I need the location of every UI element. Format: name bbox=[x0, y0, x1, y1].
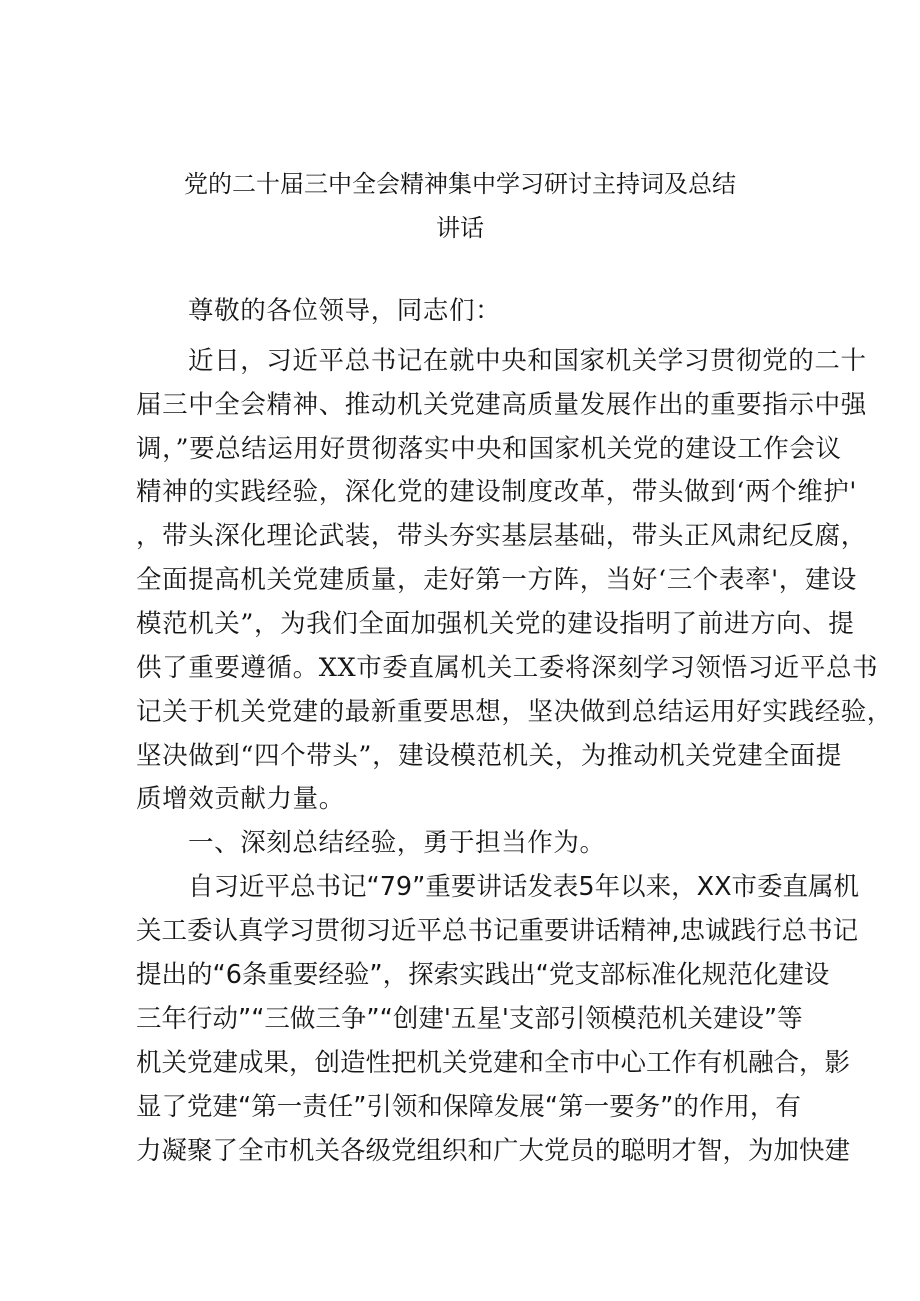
paragraph-2-line: 提出的“6条重要经验”，探索实践出“党支部标准化规范化建设 bbox=[136, 960, 830, 990]
paragraph-1-line: 供了重要遵循。XX市委直属机关工委将深刻学习领悟习近平总书 bbox=[136, 653, 879, 683]
section-1-heading: 一、深刻总结经验，勇于担当作为。 bbox=[188, 828, 606, 858]
salutation: 尊敬的各位领导，同志们： bbox=[188, 296, 502, 326]
paragraph-1-line: 全面提高机关党建质量，走好第一方阵，当好‘三个表率'，建设 bbox=[136, 565, 858, 595]
paragraph-1-line: 模范机关”，为我们全面加强机关党的建设指明了前进方向、提 bbox=[136, 609, 855, 639]
paragraph-2-line: 关工委认真学习贯彻习近平总书记重要讲话精神,忠诚践行总书记 bbox=[136, 916, 859, 946]
paragraph-1-line: 坚决做到“四个带头”，建设模范机关，为推动机关党建全面提 bbox=[136, 741, 842, 771]
paragraph-1-line: 届三中全会精神、推动机关党建高质量发展作出的重要指示中强 bbox=[136, 390, 867, 420]
paragraph-1-line: 近日，习近平总书记在就中央和国家机关学习贯彻党的二十 bbox=[188, 346, 867, 376]
paragraph-2-line: 三年行动”“三做三争”“创建'五星'支部引领模范机关建设”等 bbox=[136, 1004, 803, 1034]
paragraph-2-line: 力凝聚了全市机关各级党组织和广大党员的聪明才智，为加快建 bbox=[136, 1136, 851, 1166]
paragraph-1-line: 调，”要总结运用好贯彻落实中央和国家机关党的建设工作会议 bbox=[136, 434, 842, 464]
document-title-line-1: 党的二十届三中全会精神集中学习研讨主持词及总结 bbox=[184, 170, 736, 198]
paragraph-1-line: ，带头深化理论武装，带头夯实基层基础，带头正风肃纪反腐， bbox=[136, 521, 867, 551]
paragraph-1-line: 精神的实践经验，深化党的建设制度改革，带头做到‘两个维护' bbox=[136, 477, 858, 507]
paragraph-2-line: 显了党建“第一责任”引领和保障发展“第一要务”的作用，有 bbox=[136, 1092, 801, 1122]
paragraph-2-line: 机关党建成果，创造性把机关党建和全市中心工作有机融合，影 bbox=[136, 1048, 851, 1078]
document-title-line-2: 讲话 bbox=[436, 214, 484, 242]
paragraph-2-line: 自习近平总书记“79”重要讲话发表5年以来，XX市委直属机 bbox=[188, 872, 860, 902]
paragraph-1-line: 质增效贡献力量。 bbox=[136, 784, 345, 814]
paragraph-1-line: 记关于机关党建的最新重要思想，坚决做到总结运用好实践经验， bbox=[136, 697, 893, 727]
